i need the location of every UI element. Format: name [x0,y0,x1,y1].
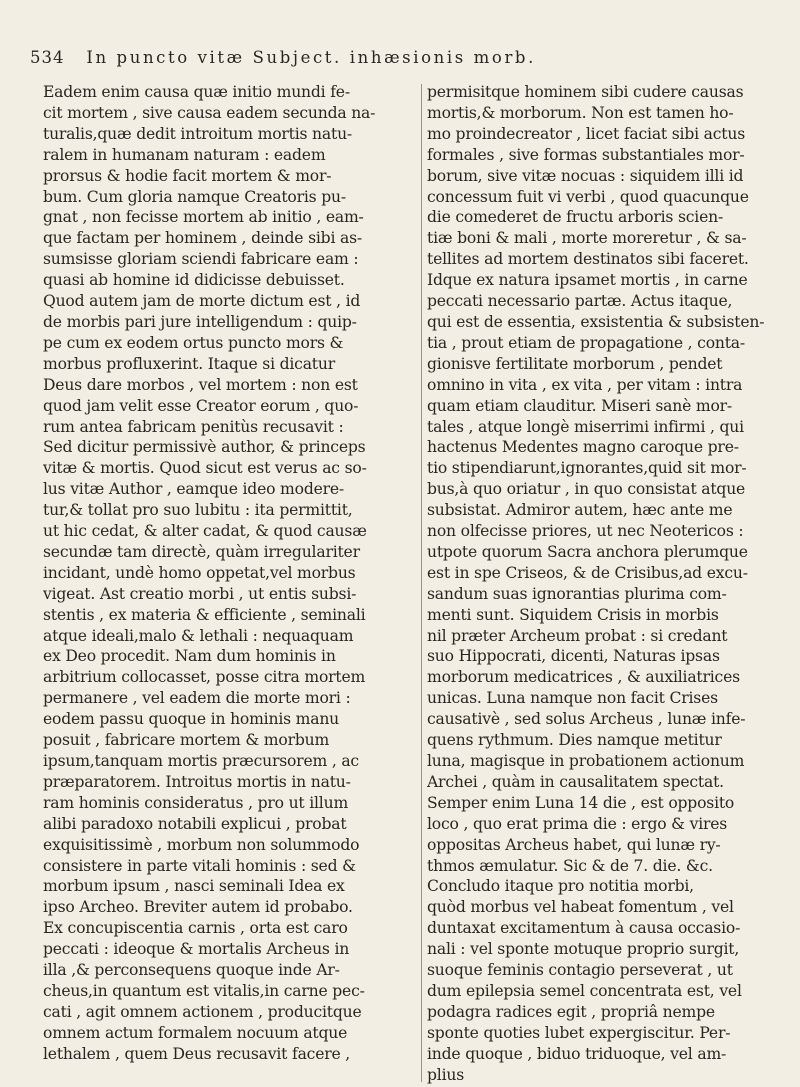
running-header [30,48,775,78]
text-line: ipso Archeo. Breviter autem id probabo. [43,898,353,917]
text-line: tur,& tollat pro suo lubitu : ita permittit, [43,501,353,520]
text-line: cati , agit omnem actionem , producitque [43,1002,362,1021]
text-line: bus,à quo oriatur , in quo consistat atque [427,480,746,499]
text-line: quens rythmum. Dies namque metitur [427,731,722,750]
text-line: thmos æmulatur. Sic & de 7. die. &c. [427,856,713,875]
text-line: permanere , vel eadem die morte mori : [43,689,351,708]
text-line: subsistat. Admiror autem, hæc ante me [427,501,733,520]
text-line: turalis,quæ dedit introitum mortis natu- [43,124,352,143]
column-divider [421,84,422,1082]
text-line: sponte quoties lubet expergiscitur. Per- [427,1023,731,1042]
text-line: concessum fuit vi verbi , quod quacunque [427,187,749,206]
left-column [43,82,416,1082]
text-line: sandum suas ignorantias plurima com- [427,584,727,603]
text-line: Semper enim Luna 14 die , est opposito [427,793,735,812]
text-line: cit mortem , sive causa eadem secunda na- [43,103,376,122]
text-line: permisitque hominem sibi cudere causas [427,83,744,101]
right-column [427,82,779,1082]
text-line: ram hominis consideratus , pro ut illum [43,793,349,812]
text-line: loco , quo erat prima die : ergo & vires [427,814,728,833]
text-line: tiæ boni & mali , morte moreretur , & sa- [427,229,747,248]
text-line: Quod autem jam de morte dictum est , id [43,292,361,311]
text-line: quod jam velit esse Creator eorum , quo- [43,396,359,415]
text-line: ut hic cedat, & alter cadat, & quod causæ [43,522,367,541]
text-line: est in spe Criseos, & de Crisibus,ad excu- [427,563,748,582]
text-line: lethalem , quem Deus recusavit facere , [43,1044,351,1063]
text-line: Deus dare morbos , vel mortem : non est [43,375,358,394]
text-line: menti sunt. Siquidem Crisis in morbis [427,605,719,624]
text-line: ipsum,tanquam mortis præcursorem , ac [43,752,359,770]
text-line: lus vitæ Author , eamque ideo modere- [43,480,344,499]
text-line: atque ideali,malo & lethali : nequaquam [43,626,354,645]
text-line: quam etiam clauditur. Miseri sanè mor- [427,396,732,415]
text-line: omnino in vita , ex vita , per vitam : intra [427,375,743,394]
text-line: morbum ipsum , nasci seminali Idea ex [43,877,345,896]
text-line: tio stipendiarunt,ignorantes,quid sit mor- [427,459,747,478]
text-line: morbus profluxerint. Itaque si dicatur [43,354,335,373]
text-line: suoque feminis contagio perseverat , ut [427,961,733,980]
text-line: exquisitissimè , morbum non solummodo [43,835,360,854]
text-line: causativè , sed solus Archeus , lunæ infe- [427,710,746,729]
text-line: eodem passu quoque in hominis manu [43,710,340,729]
text-line: consistere in parte vitali hominis : sed & [43,856,356,875]
text-line: vigeat. Ast creatio morbi , ut entis subsi- [43,584,357,603]
text-line: die comederet de fructu arboris scien- [427,208,724,227]
text-line: nali : vel sponte motuque proprio surgit, [427,940,740,959]
text-line: rum antea fabricam penitùs recusavit : [43,417,344,436]
text-line: non olfecisse priores, ut nec Neotericos : [427,522,744,541]
text-line: morborum medicatrices , & auxiliatrices [427,668,740,687]
text-line: bum. Cum gloria namque Creatoris pu- [43,187,346,206]
text-line: nil præter Archeum probat : si credant [427,626,728,645]
text-line: ralem in humanam naturam : eadem [43,145,326,164]
text-line: oppositas Archeus habet, qui lunæ ry- [427,835,721,854]
text-line: Ex concupiscentia carnis , orta est caro [43,919,348,938]
text-line: dum epilepsia semel concentrata est, vel [427,981,742,1000]
text-line: peccati necessario partæ. Actus itaque, [427,292,733,311]
text-line: borum, sive vitæ nocuas : siquidem illi id [427,166,744,185]
text-line: Sed dicitur permissivè author, & princeps [43,438,366,457]
text-line: duntaxat excitamentum à causa occasio- [427,919,741,938]
text-line: inde quoque , biduo triduoque, vel am- [427,1044,727,1063]
text-line: secundæ tam directè, quàm irregulariter [43,542,360,561]
text-line: podagra radices egit , propriâ nempe [427,1002,715,1021]
text-line: illa ,& perconsequens quoque inde Ar- [43,961,340,980]
text-line: omnem actum formalem nocuum atque [43,1023,348,1042]
text-line: tia , prout etiam de propagatione , conta- [427,333,745,352]
text-line: alibi paradoxo notabili explicui , probat [43,814,347,833]
text-line: qui est de essentia, exsistentia & subsisten- [427,312,765,331]
text-line: plius [427,1065,465,1084]
text-line: incidant, undè homo oppetat,vel morbus [43,563,356,582]
text-line: sumsisse gloriam sciendi fabricare eam : [43,250,359,269]
text-line: prorsus & hodie facit mortem & mor- [43,166,332,185]
text-line: pe cum ex eodem ortus puncto mors & [43,333,344,352]
text-line: tellites ad mortem destinatos sibi faceret. [427,250,749,269]
text-line: cheus,in quantum est vitalis,in carne pec- [43,981,365,1000]
text-line: Idque ex natura ipsamet mortis , in carne [427,271,748,290]
text-line: de morbis pari jure intelligendum : quip- [43,312,357,331]
text-line: unicas. Luna namque non facit Crises [427,689,718,708]
text-line: ex Deo procedit. Nam dum hominis in [43,647,336,666]
text-line: suo Hippocrati, dicenti, Naturas ipsas [427,647,720,666]
text-line: gionisve fertilitate morborum , pendet [427,354,723,373]
text-line: mo proindecreator , licet faciat sibi actus [427,124,746,143]
running-title: In puncto vitæ Subject. inhæsionis morb. [86,48,536,67]
text-line: vitæ & mortis. Quod sicut est verus ac so- [43,459,367,478]
text-line: luna, magisque in probationem actionum [427,752,745,770]
text-line: posuit , fabricare mortem & morbum [43,731,330,750]
text-line: arbitrium collocasset, posse citra mortem [43,668,366,687]
text-line: stentis , ex materia & efficiente , seminali [43,605,366,624]
text-line: Eadem enim causa quæ initio mundi fe- [43,83,350,101]
text-line: formales , sive formas substantiales mor- [427,145,745,164]
text-line: Concludo itaque pro notitia morbi, [427,877,694,896]
text-line: quasi ab homine id didicisse debuisset. [43,271,345,290]
text-line: que factam per hominem , deinde sibi as- [43,229,362,248]
text-line: quòd morbus vel habeat fomentum , vel [427,898,734,917]
text-line: Archei , quàm in causalitatem spectat. [427,772,724,791]
text-line: tales , atque longè miserrimi infirmi , qui [427,417,744,436]
text-line: gnat , non fecisse mortem ab initio , eam- [43,208,364,227]
text-line: utpote quorum Sacra anchora plerumque [427,542,748,561]
text-line: præparatorem. Introitus mortis in natu- [43,772,351,791]
text-line: mortis,& morborum. Non est tamen ho- [427,103,734,122]
text-line: peccati : ideoque & mortalis Archeus in [43,940,350,959]
page-number: 534 [30,48,65,67]
text-line: hactenus Medentes magno caroque pre- [427,438,739,457]
